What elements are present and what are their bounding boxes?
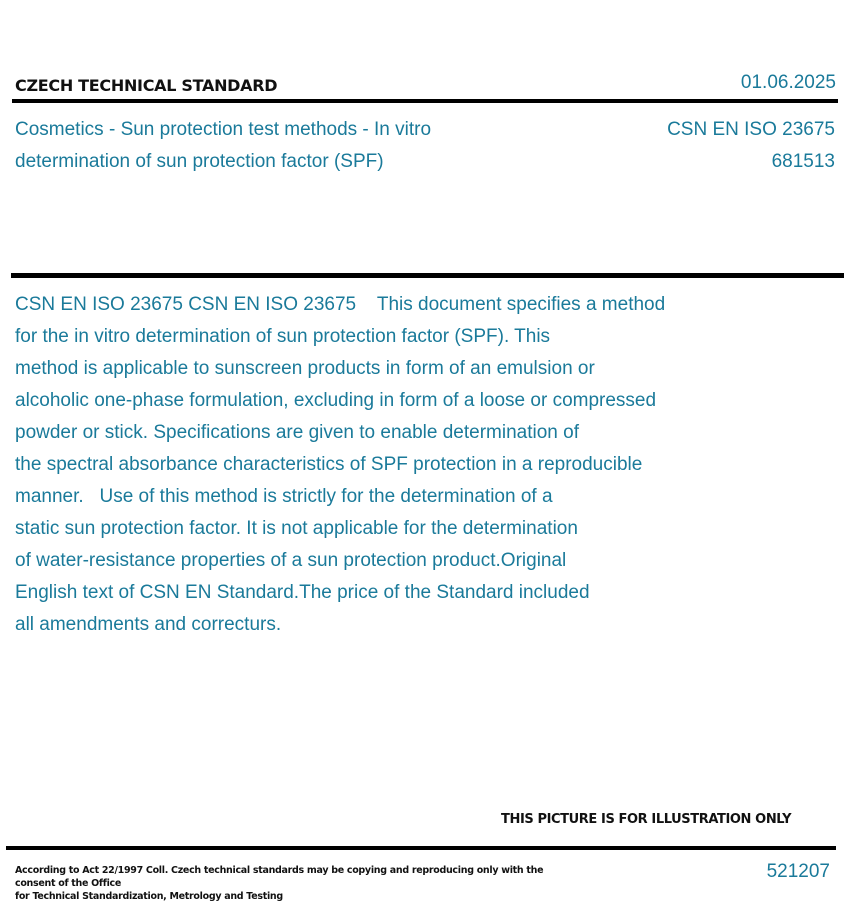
legal-notice-line-1: According to Act 22/1997 Coll. Czech technical standards may be copying and reproducing only with the consent of the Office xyxy=(15,865,544,889)
catalog-number: 681513 xyxy=(771,151,835,172)
abstract-line: powder or stick. Specifications are given to enable determination of xyxy=(15,422,579,443)
document-title xyxy=(15,114,575,178)
abstract-line: all amendments and correcturs. xyxy=(15,614,282,635)
header-title: CZECH TECHNICAL STANDARD xyxy=(15,76,278,95)
abstract-line: alcoholic one-phase formulation, excluding in form of a loose or compressed xyxy=(15,390,657,411)
middle-divider xyxy=(11,273,844,278)
abstract-line: English text of CSN EN Standard.The price of the Standard included xyxy=(15,582,590,603)
abstract-line: method is applicable to sunscreen products in form of an emulsion or xyxy=(15,358,595,379)
top-divider xyxy=(12,99,838,103)
footer-code: 521207 xyxy=(766,861,830,882)
abstract-line: static sun protection factor. It is not applicable for the determination xyxy=(15,518,578,539)
publication-date: 01.06.2025 xyxy=(740,72,836,93)
document-title-line-2: determination of sun protection factor (SPF) xyxy=(15,151,384,172)
standard-number: CSN EN ISO 23675 xyxy=(667,119,835,140)
legal-notice-line-2: for Technical Standardization, Metrology and Testing xyxy=(15,891,283,902)
abstract-line: for the in vitro determination of sun protection factor (SPF). This xyxy=(15,326,551,347)
illustration-note: THIS PICTURE IS FOR ILLUSTRATION ONLY xyxy=(501,812,792,827)
abstract-line: CSN EN ISO 23675 CSN EN ISO 23675 This document specifies a method xyxy=(15,294,666,315)
abstract-line: manner. Use of this method is strictly for the determination of a xyxy=(15,486,553,507)
abstract-line: the spectral absorbance characteristics of SPF protection in a reproducible xyxy=(15,454,643,475)
bottom-divider xyxy=(6,846,836,850)
abstract-text xyxy=(15,289,785,641)
document-identifiers xyxy=(667,114,835,178)
abstract-line: of water-resistance properties of a sun protection product.Original xyxy=(15,550,567,571)
legal-notice xyxy=(15,864,585,903)
document-title-line-1: Cosmetics - Sun protection test methods - In vitro xyxy=(15,119,432,140)
